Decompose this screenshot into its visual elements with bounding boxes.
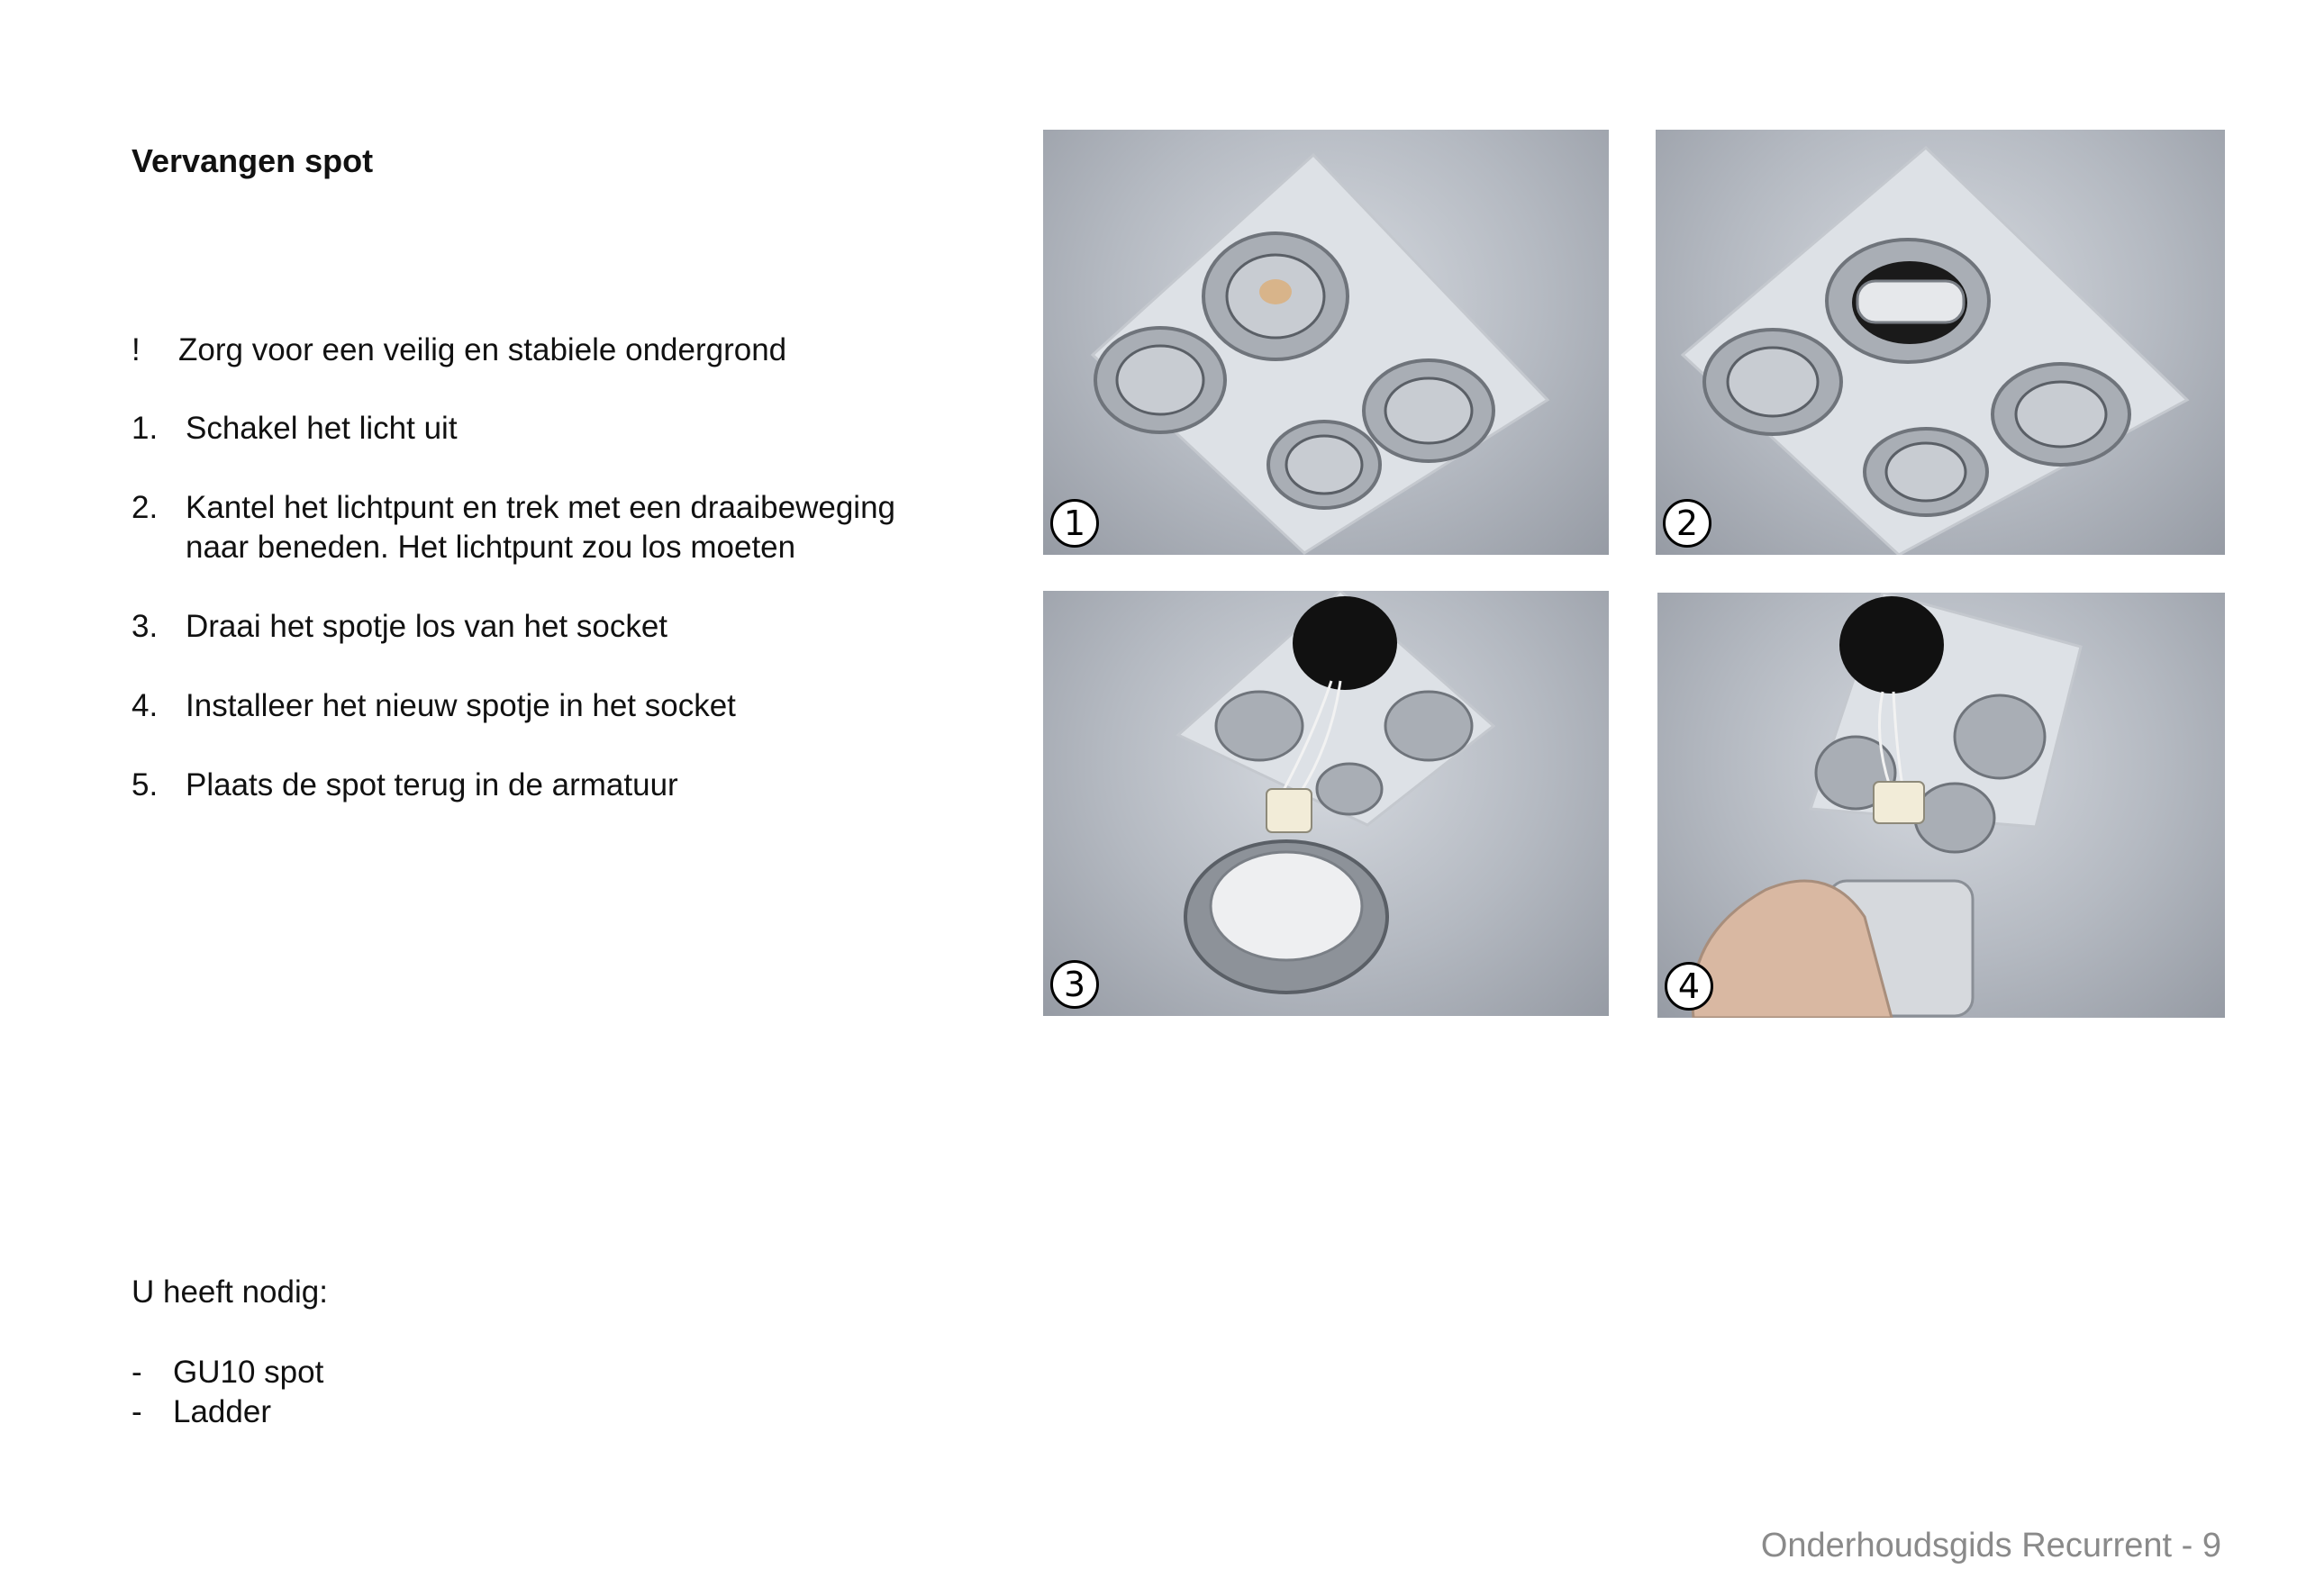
step-badge: 1	[1050, 499, 1099, 548]
requirements-list	[132, 1353, 323, 1432]
step-item	[132, 488, 906, 567]
step-badge: 4	[1665, 962, 1713, 1011]
step-photo-3	[1043, 591, 1609, 1016]
step-number: 2.	[132, 490, 159, 525]
requirement-text: GU10 spot	[173, 1355, 324, 1390]
step-number: 1.	[132, 411, 159, 446]
ceiling-fixture-illustration	[1657, 593, 2225, 1018]
ceiling-fixture-illustration	[1043, 130, 1609, 555]
safety-warning	[132, 331, 786, 369]
step-item	[132, 766, 906, 805]
ceiling-fixture-illustration	[1656, 130, 2225, 555]
step-item	[132, 686, 906, 726]
step-text: Draai het spotje los van het socket	[186, 609, 668, 644]
requirement-text: Ladder	[173, 1394, 271, 1429]
page-title: Vervangen spot	[132, 142, 374, 179]
step-item	[132, 409, 906, 449]
step-photo-2	[1656, 130, 2225, 555]
step-text: Schakel het licht uit	[186, 411, 458, 446]
step-number: 3.	[132, 609, 159, 644]
steps-list	[132, 409, 906, 845]
requirement-item	[132, 1392, 323, 1432]
step-item	[132, 607, 906, 647]
step-text: Installeer het nieuw spotje in het socket	[186, 688, 736, 723]
warning-text: Zorg voor een veilig en stabiele ondergrond	[178, 332, 787, 367]
step-number: 5.	[132, 767, 159, 803]
page-footer: Onderhoudsgids Recurrent - 9	[1760, 1527, 2221, 1564]
step-number: 4.	[132, 688, 159, 723]
requirements-title: U heeft nodig:	[132, 1274, 328, 1310]
step-badge: 2	[1663, 499, 1711, 548]
step-badge: 3	[1050, 960, 1099, 1009]
step-text: Plaats de spot terug in de armatuur	[186, 767, 678, 803]
step-photo-1	[1043, 130, 1609, 555]
warning-mark: !	[132, 332, 141, 367]
ceiling-fixture-illustration	[1043, 591, 1609, 1016]
list-dash: -	[132, 1394, 142, 1429]
requirement-item	[132, 1353, 323, 1392]
list-dash: -	[132, 1355, 142, 1390]
step-photo-4	[1657, 593, 2225, 1018]
step-text: Kantel het lichtpunt en trek met een draaibeweging naar beneden. Het lichtpunt zou los moeten	[186, 490, 896, 565]
